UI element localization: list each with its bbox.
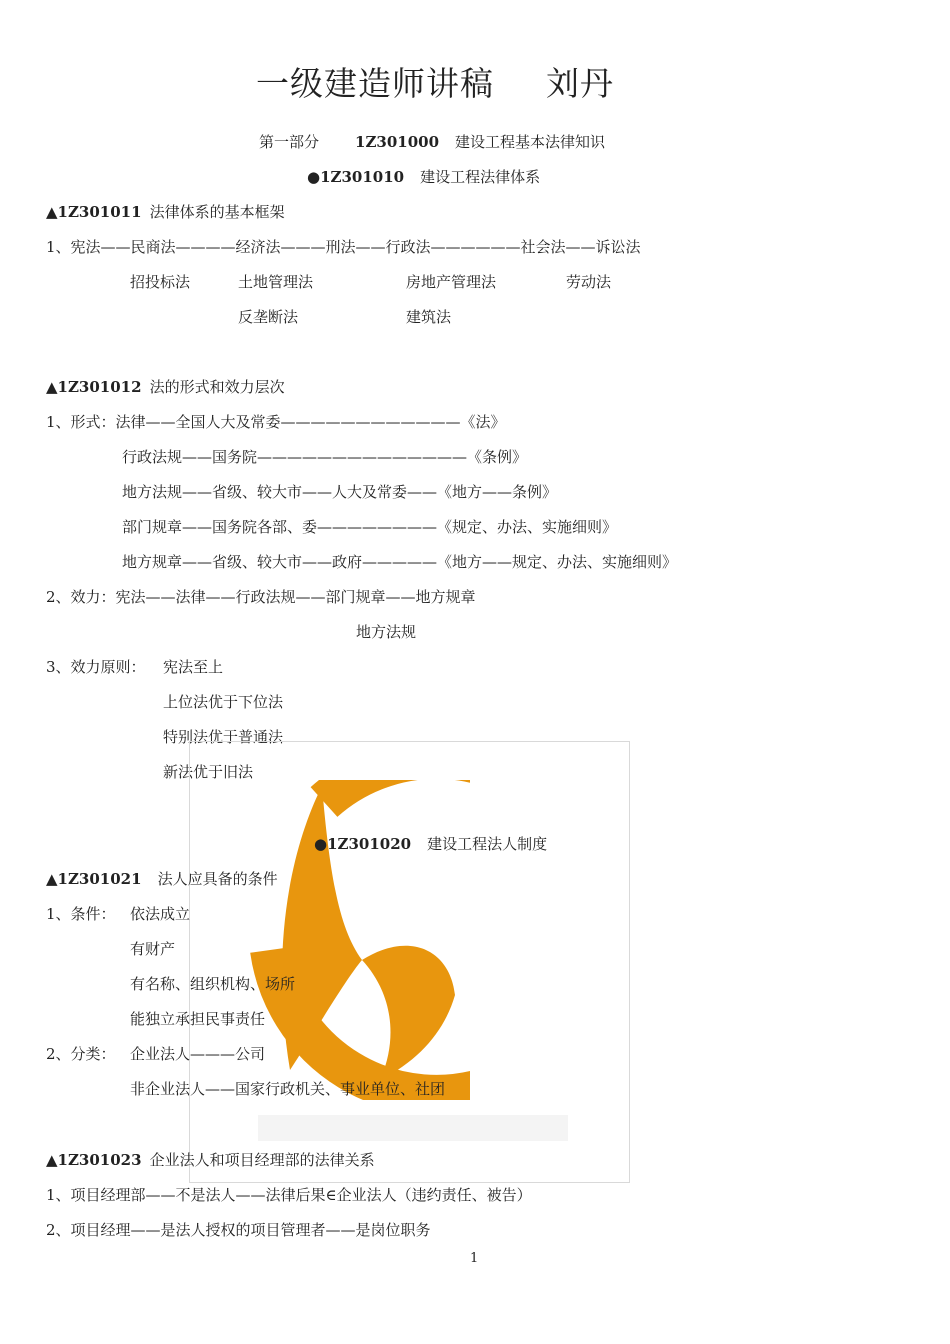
law-item: 招投标法 [130,273,191,291]
section-code: 1Z301010 [320,168,405,186]
topic-heading-1z301021 [46,869,278,889]
form-line: 地方法规——省级、较大市——人大及常委——《地方——条例》 [122,483,558,501]
type-item: 企业法人———公司 [130,1045,266,1063]
principle-item: 新法优于旧法 [163,763,254,781]
topic-marker: ▲ [46,870,58,888]
title-text: 一级建造师讲稿 [256,64,494,103]
topic-code: 1Z301011 [57,203,142,221]
form-line: 1、形式：法律——全国人大及常委————————————《法》 [46,413,506,431]
topic-title: 法的形式和效力层次 [149,378,285,396]
principles-label: 3、效力原则： [46,658,146,676]
condition-item: 有名称、组织机构、场所 [130,975,296,993]
topic-code: 1Z301012 [57,378,142,396]
section-code: 1Z301020 [327,835,412,853]
watermark-shadow [258,1115,568,1141]
page-number: 1 [470,1251,479,1266]
effect-line: 2、效力：宪法——法律——行政法规——部门规章——地方规章 [46,588,476,606]
law-hierarchy-line: 1、宪法——民商法————经济法———刑法——行政法——————社会法——诉讼法 [46,238,641,256]
section-bullet: ● [314,835,328,853]
topic-heading-1z301023 [46,1150,375,1170]
section-title: 建设工程法律体系 [420,168,541,186]
law-item: 反垄断法 [238,308,299,326]
form-line: 行政法规——国务院——————————————《条例》 [122,448,528,466]
principle-item: 特别法优于普通法 [163,728,284,746]
section-title: 建设工程法人制度 [427,835,548,853]
sail-logo-icon [250,780,470,1100]
effect-branch: 地方法规 [356,623,417,641]
part-label: 第一部分 [259,133,320,151]
principle-item: 宪法至上 [163,658,224,676]
condition-item: 有财产 [130,940,176,958]
form-line: 部门规章——国务院各部、委————————《规定、办法、实施细则》 [122,518,618,536]
types-label: 2、分类： [46,1045,116,1063]
topic-code: 1Z301021 [57,870,142,888]
author-name: 刘丹 [546,64,614,103]
condition-item: 能独立承担民事责任 [130,1010,266,1028]
form-line: 地方规章——省级、较大市——政府—————《地方——规定、办法、实施细则》 [122,553,678,571]
law-item: 房地产管理法 [406,273,497,291]
part-code: 1Z301000 [355,133,440,151]
section-heading-1z301010 [307,167,540,187]
topic-title: 企业法人和项目经理部的法律关系 [149,1151,375,1169]
condition-item: 依法成立 [130,905,191,923]
type-item: 非企业法人——国家行政机关、事业单位、社团 [130,1080,446,1098]
section-bullet: ● [307,168,321,186]
part-title: 建设工程基本法律知识 [455,133,606,151]
law-item: 劳动法 [566,273,612,291]
topic-title: 法律体系的基本框架 [149,203,285,221]
relation-line: 1、项目经理部——不是法人——法律后果∈企业法人（违约责任、被告） [46,1186,532,1204]
topic-title: 法人应具备的条件 [157,870,278,888]
principle-item: 上位法优于下位法 [163,693,284,711]
topic-heading-1z301011 [46,202,285,222]
conditions-label: 1、条件： [46,905,116,923]
part-heading [259,132,605,152]
topic-heading-1z301012 [46,377,285,397]
topic-code: 1Z301023 [57,1151,142,1169]
page-title [256,62,614,106]
law-item: 土地管理法 [238,273,314,291]
section-heading-1z301020 [314,834,547,854]
law-item: 建筑法 [406,308,452,326]
topic-marker: ▲ [46,378,58,396]
topic-marker: ▲ [46,1151,58,1169]
topic-marker: ▲ [46,203,58,221]
relation-line: 2、项目经理——是法人授权的项目管理者——是岗位职务 [46,1221,431,1239]
